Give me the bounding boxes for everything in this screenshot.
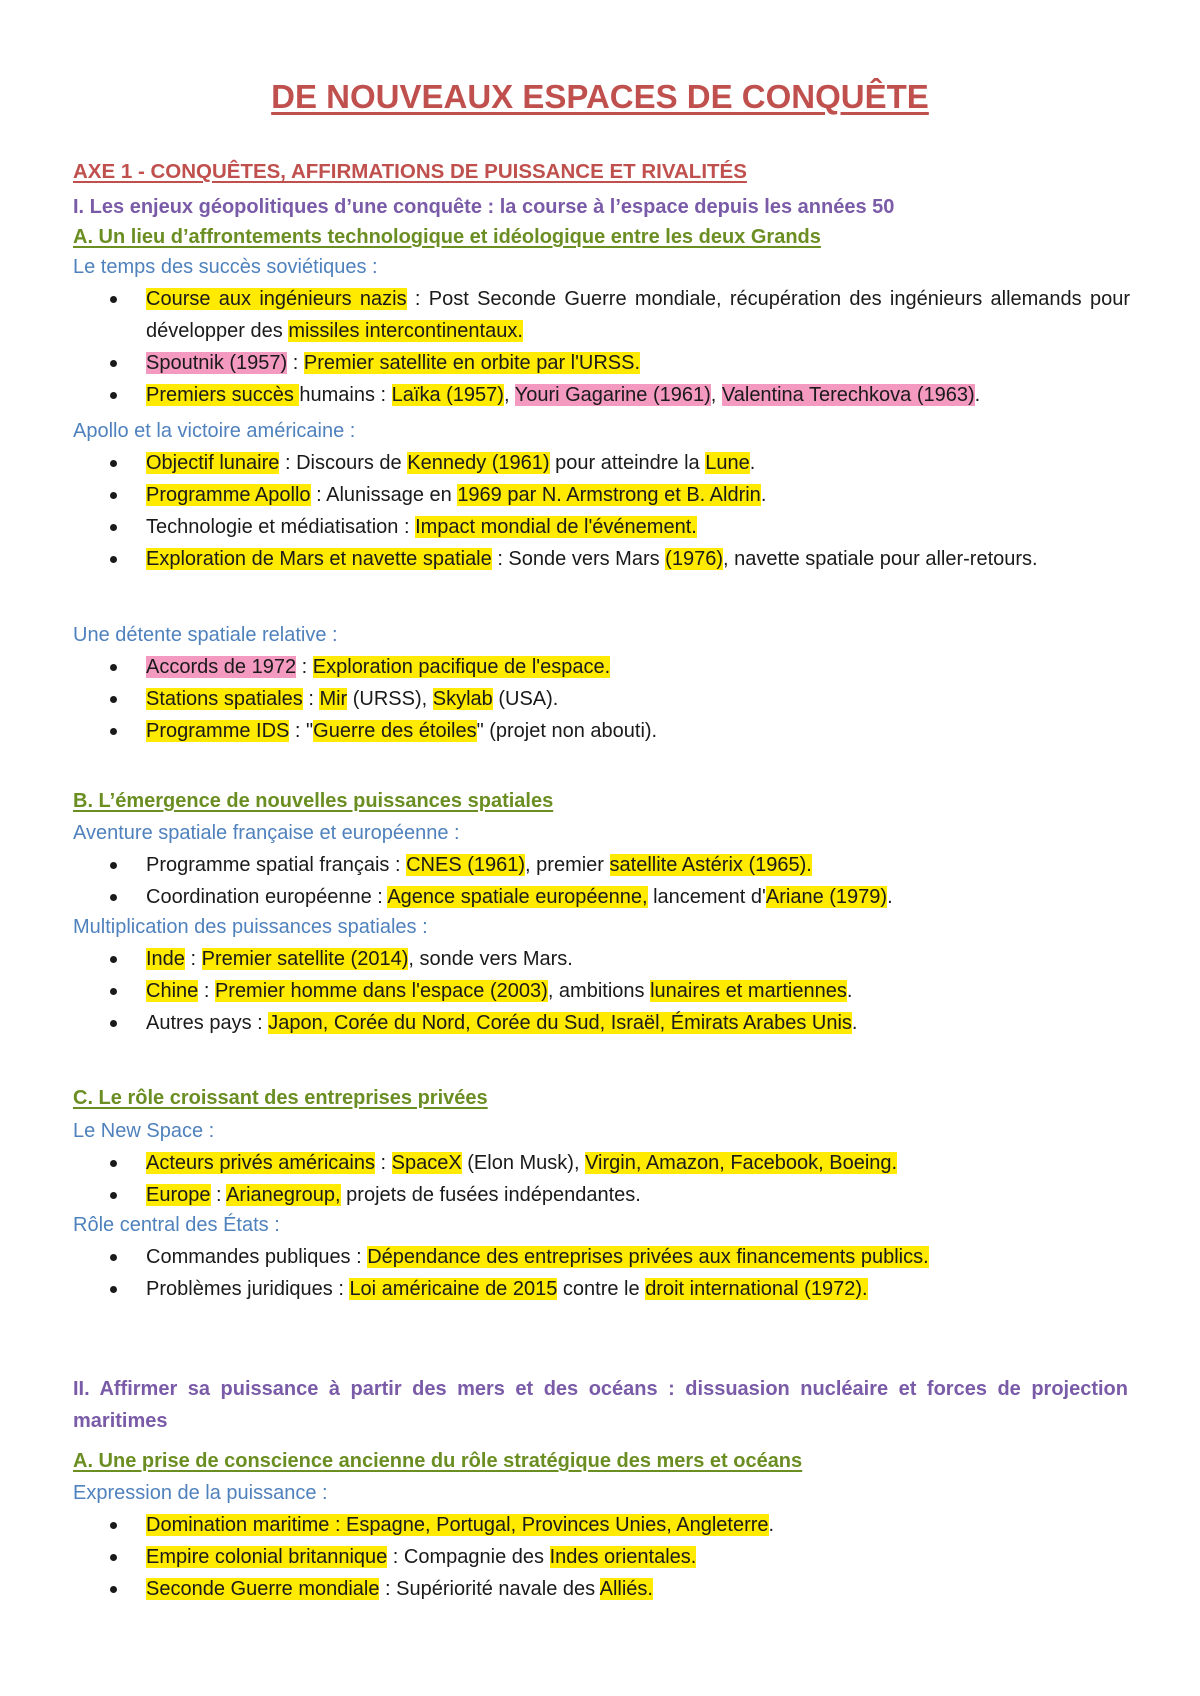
axe-heading: AXE 1 - CONQUÊTES, AFFIRMATIONS DE PUISSANCE ET RIVALITÉS (73, 160, 747, 183)
part-1-heading: I. Les enjeux géopolitiques d’une conquête : la course à l’espace depuis les années 50 (73, 196, 895, 218)
list-detente (0, 651, 1200, 747)
list-item: Accords de 1972 : Exploration pacifique de l'espace. (0, 651, 1130, 683)
topic-detente: Une détente spatiale relative : (73, 624, 338, 646)
list-item: Technologie et médiatisation : Impact mondial de l'événement. (0, 511, 1130, 543)
list-power-expression (0, 1509, 1200, 1605)
list-item: Programme IDS : "Guerre des étoiles" (projet non abouti). (0, 715, 1130, 747)
list-item: Objectif lunaire : Discours de Kennedy (1961) pour atteindre la Lune. (0, 447, 1130, 479)
list-item: Europe : Arianegroup, projets de fusées indépendantes. (0, 1179, 1130, 1211)
list-item: Spoutnik (1957) : Premier satellite en orbite par l'URSS. (0, 347, 1130, 379)
topic-apollo: Apollo et la victoire américaine : (73, 420, 356, 442)
list-new-powers (0, 943, 1200, 1039)
list-item: Autres pays : Japon, Corée du Nord, Corée du Sud, Israël, Émirats Arabes Unis. (0, 1007, 1130, 1039)
list-item: Course aux ingénieurs nazis : Post Seconde Guerre mondiale, récupération des ingénieurs allemands pour développer des missiles intercontinentaux. (0, 283, 1130, 347)
list-item: Domination maritime : Espagne, Portugal, Provinces Unies, Angleterre. (0, 1509, 1130, 1541)
part-2-section-a-heading: A. Une prise de conscience ancienne du rôle stratégique des mers et océans (73, 1450, 803, 1472)
list-item: Programme spatial français : CNES (1961), premier satellite Astérix (1965). (0, 849, 1130, 881)
list-item: Seconde Guerre mondiale : Supériorité navale des Alliés. (0, 1573, 1130, 1605)
section-a-heading: A. Un lieu d’affrontements technologique et idéologique entre les deux Grands (73, 226, 821, 248)
list-item: Stations spatiales : Mir (URSS), Skylab (USA). (0, 683, 1130, 715)
list-item: Coordination européenne : Agence spatiale européenne, lancement d'Ariane (1979). (0, 881, 1130, 913)
list-apollo (0, 447, 1200, 575)
list-item: Programme Apollo : Alunissage en 1969 par N. Armstrong et B. Aldrin. (0, 479, 1130, 511)
list-france-europe (0, 849, 1200, 913)
section-c-heading: C. Le rôle croissant des entreprises privées (73, 1087, 488, 1109)
document-title: DE NOUVEAUX ESPACES DE CONQUÊTE (271, 78, 929, 115)
topic-new-powers: Multiplication des puissances spatiales : (73, 916, 428, 938)
section-b-heading: B. L’émergence de nouvelles puissances spatiales (73, 790, 554, 812)
list-item: Commandes publiques : Dépendance des entreprises privées aux financements publics. (0, 1241, 1130, 1273)
list-item: Premiers succès humains : Laïka (1957), Youri Gagarine (1961), Valentina Terechkova (1963). (0, 379, 1130, 411)
list-new-space (0, 1147, 1200, 1211)
list-states-role (0, 1241, 1200, 1305)
list-item: Acteurs privés américains : SpaceX (Elon Musk), Virgin, Amazon, Facebook, Boeing. (0, 1147, 1130, 1179)
topic-states-role: Rôle central des États : (73, 1214, 280, 1236)
list-soviet-successes (0, 283, 1200, 411)
topic-soviet-successes: Le temps des succès soviétiques : (73, 256, 378, 278)
list-item: Problèmes juridiques : Loi américaine de 2015 contre le droit international (1972). (0, 1273, 1130, 1305)
topic-new-space: Le New Space : (73, 1120, 215, 1142)
topic-power-expression: Expression de la puissance : (73, 1482, 328, 1504)
list-item: Inde : Premier satellite (2014), sonde vers Mars. (0, 943, 1130, 975)
list-item: Chine : Premier homme dans l'espace (2003), ambitions lunaires et martiennes. (0, 975, 1130, 1007)
list-item: Exploration de Mars et navette spatiale : Sonde vers Mars (1976), navette spatiale pour aller-retours. (0, 543, 1130, 575)
topic-france-europe: Aventure spatiale française et européenne : (73, 822, 460, 844)
part-2-heading: II. Affirmer sa puissance à partir des mers et des océans : dissuasion nucléaire et forces de projection maritimes (73, 1378, 1128, 1432)
list-item: Empire colonial britannique : Compagnie des Indes orientales. (0, 1541, 1130, 1573)
